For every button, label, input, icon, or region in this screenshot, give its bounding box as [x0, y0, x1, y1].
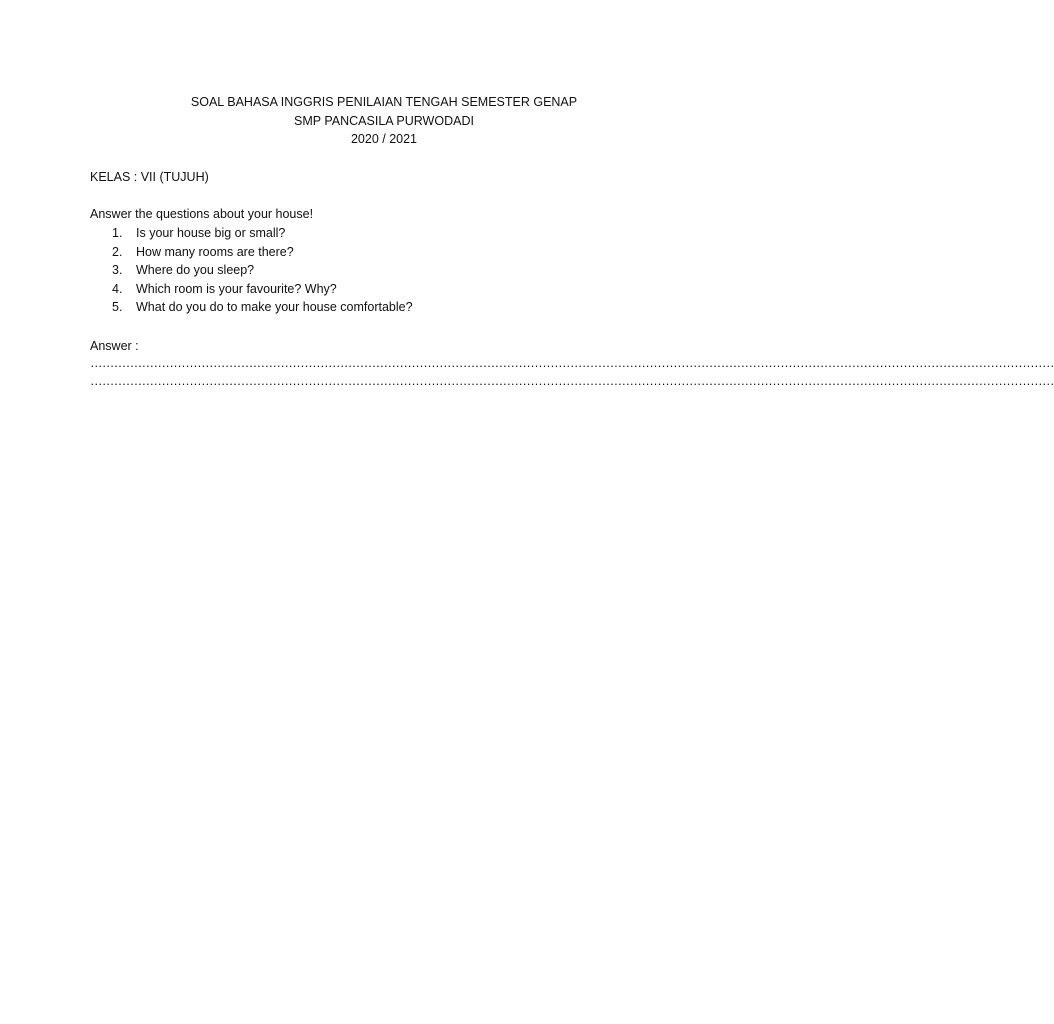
question-text: Is your house big or small?	[136, 226, 286, 240]
question-number: 2.	[112, 244, 123, 259]
question-number: 4.	[112, 281, 123, 296]
academic-year: 2020 / 2021	[350, 132, 418, 146]
question-item	[90, 298, 413, 317]
question-item	[90, 243, 413, 262]
question-item	[90, 280, 413, 299]
exam-title: SOAL BAHASA INGGRIS PENILAIAN TENGAH SEMESTER GENAP	[190, 95, 578, 109]
question-number: 1.	[112, 226, 123, 240]
instruction-text: Answer the questions about your house!	[90, 207, 314, 221]
question-number: 3.	[112, 263, 123, 277]
school-name: SMP PANCASILA PURWODADI	[294, 113, 474, 128]
question-list	[90, 224, 413, 317]
question-text: What do you do to make your house comfortable?	[136, 300, 413, 314]
question-number: 5.	[112, 300, 123, 314]
question-item	[90, 261, 413, 280]
class-label: KELAS : VII (TUJUH)	[90, 170, 209, 184]
answer-dotted-line: ………………………………………………………………………………………………………………………………………………………………………………………………………………………	[90, 374, 1054, 388]
question-text: Which room is your favourite? Why?	[136, 281, 337, 296]
answer-dotted-line: ………………………………………………………………………………………………………………………………………………………………………………………………………………………	[90, 356, 1054, 370]
document-header	[0, 93, 768, 149]
answer-label: Answer :	[90, 339, 139, 353]
question-text: Where do you sleep?	[136, 263, 255, 277]
question-text: How many rooms are there?	[136, 244, 294, 259]
question-item	[90, 224, 413, 243]
